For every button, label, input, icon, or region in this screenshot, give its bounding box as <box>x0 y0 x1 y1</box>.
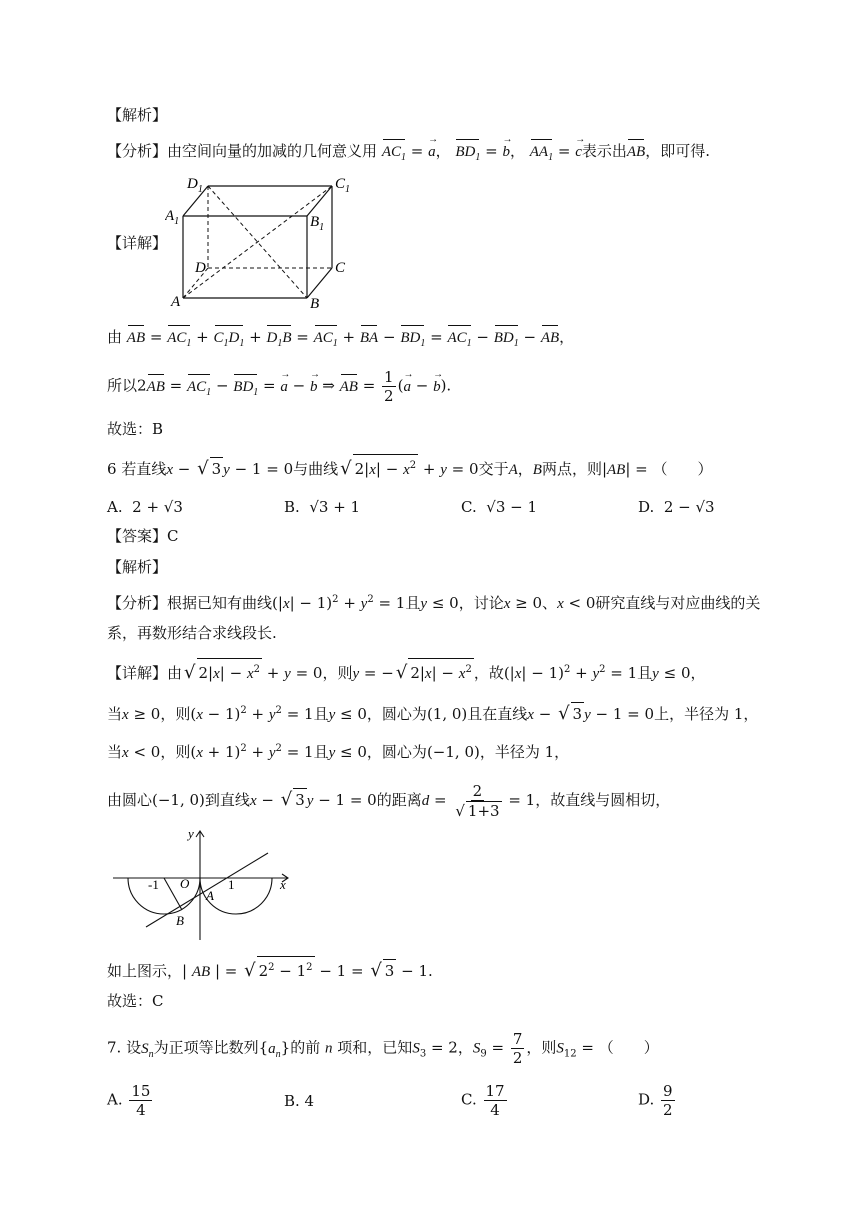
answer-select-b: 故选：B <box>107 420 164 438</box>
analysis-label: 【分析】 <box>107 142 168 160</box>
q7-option-b: B. 4 <box>284 1092 315 1110</box>
distance-line: 由圆心(−1, 0)到直线x − √ 3 y − 1 = 0的距离d = $\frac{2}{√ 1+3}$ = 1，故直线与圆相切， <box>107 782 671 820</box>
svg-text:y: y <box>188 826 194 841</box>
q7-option-c: C. $\frac{17}{4}$ <box>461 1082 505 1119</box>
svg-text:B: B <box>176 913 184 928</box>
q6-option-b: B. √3 + 1 <box>284 498 361 516</box>
svg-text:C1: $C_1$ <box>335 176 351 195</box>
q7-option-a: A. $\frac{15}{4}$ <box>107 1082 151 1119</box>
analysis-line-2-cont: 系，再数形结合求线段长. <box>107 624 277 642</box>
analysis-line-2: 【分析】根据已知有曲线$(|x| - 1)^2 + y^2 = 1$且y ≤ 0，讨论x ≥ 0、x < 0研究直线与对应曲线的关 <box>107 594 761 612</box>
q6-option-a: A. 2 + √3 <box>107 498 183 516</box>
svg-text:A: A <box>206 888 214 903</box>
analysis-text: 由空间向量的加减的几何意义用 <box>167 142 378 160</box>
conclusion-line: 如上图示，| AB | = √ $2^2 - 1^2 - 1$ = √ 3 − 1. <box>107 956 433 983</box>
svg-text:x: x <box>280 877 286 892</box>
svg-text:-1: -1 <box>148 877 159 892</box>
detail-label: 【详解】 <box>107 234 168 252</box>
svg-text:C: C <box>335 260 346 276</box>
derivation-line-1: 由 AB = $AC_1 + C_1D_1 + D_1B = AC_1$ + BA − $BD_1 = AC_1 - BD_1$ − AB， <box>107 326 574 355</box>
svg-text:B: B <box>310 296 320 312</box>
vector-ab: AB <box>627 141 645 163</box>
vector-aa1: $AA_1$ <box>530 141 553 169</box>
section-heading-analysis-2: 【解析】 <box>107 558 168 576</box>
vector-ac1: $AC_1$ <box>382 141 406 169</box>
answer-label: 【答案】C <box>107 527 179 545</box>
question-6: 6 若直线x − √ 3 y − 1 = 0与曲线 √ $2|x| - x^2 + y = 0$交于A，B两点，则|AB| = （ ） <box>107 454 713 481</box>
vector-bd1: $BD_1$ <box>455 141 480 169</box>
detail-line-2: 【详解】由 √ $2|x| - x^2 + y = 0$，则y = − √ $2|x| - x^2$ ，故$(|x| - 1)^2 + y^2 = 1$且y ≤ 0， <box>107 658 706 685</box>
svg-text:1: 1 <box>228 877 235 892</box>
svg-text:A: A <box>171 294 181 310</box>
svg-text:D: D <box>195 260 206 276</box>
q7-option-d: D. $\frac{9}{2}$ <box>638 1082 673 1119</box>
q6-option-c: C. √3 − 1 <box>461 498 538 516</box>
analysis-line: 【分析】由空间向量的加减的几何意义用 $AC_1$ = → a， $BD_1$ = → b， $AA_1$ = → c表示出AB，即可得. <box>107 140 710 169</box>
svg-text:D1: $D_1$ <box>187 176 203 195</box>
answer-select-c: 故选：C <box>107 992 164 1010</box>
q6-option-d: D. 2 − √3 <box>638 498 715 516</box>
question-7: 7. 设$S_n$为正项等比数列$\{a_n\}$的前 n 项和，已知$S_3 = 2$，$S_9$ = $\frac{7}{2}$ ，则$S_{12}$ = （ ） <box>107 1030 659 1067</box>
case-x-nonneg: 当x ≥ 0，则$(x - 1)^2 + y^2 = 1$且y ≤ 0，圆心为(1, 0)且在直线x − √ 3 y − 1 = 0上，半径为 1， <box>107 703 759 724</box>
derivation-line-2: 所以$2AB = AC_1 - BD_1$ = → a − → b ⇒ AB = $\frac{1}{2}$ (→ a − → b). <box>107 368 451 405</box>
section-heading-analysis: 【解析】 <box>107 106 168 124</box>
svg-text:B1: $B_1$ <box>310 214 325 233</box>
cuboid-figure <box>165 168 355 313</box>
case-x-neg: 当x < 0，则$(x + 1)^2 + y^2 = 1$且y ≤ 0，圆心为(−1, 0)，半径为 1， <box>107 743 570 761</box>
semicircle-graph <box>108 825 298 945</box>
svg-text:A1: $A_1$ <box>165 208 180 227</box>
svg-text:O: O <box>180 876 190 891</box>
